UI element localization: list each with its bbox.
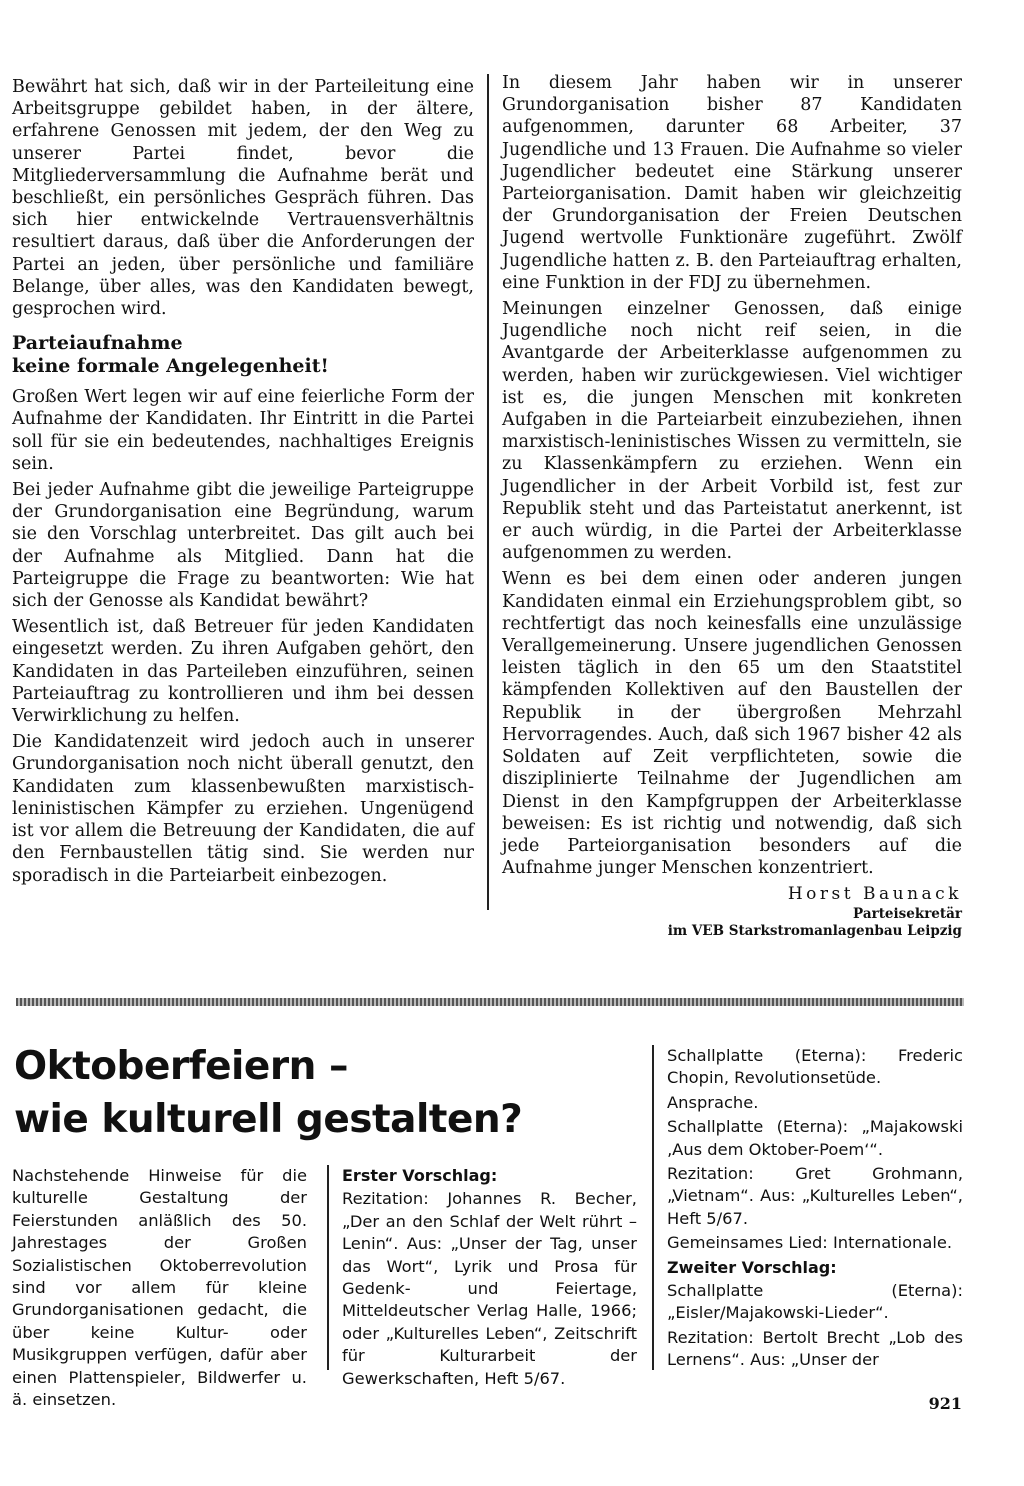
paragraph: Wesentlich ist, daß Betreuer für jeden Kandidaten eingesetzt werden. Zu ihren Aufgaben gehört, den Kandidaten in das Parteileben einzuführen, seinen Parteiauftrag zu kontrollieren und ihm bei dessen Verwirklichung zu helfen. — [12, 617, 474, 727]
paragraph: Meinungen einzelner Genossen, daß einige Jugendliche noch nicht reif seien, in die Avantgarde der Arbeiterklasse aufgenommen zu werden, haben wir zurückgewiesen. Viel wichtiger ist es, die jungen Menschen mit konkreten Aufgaben in die Parteiarbeit einzubeziehen, ihnen marxistisch-leninistisches Wissen zu vermitteln, sie zu Klassenkämpfern zu erziehen. Wenn ein Jugendlicher in der Arbeit Vorbild ist, fest zur Republik steht und das Parteistatut anerkennt, ist er auch würdig, in die Partei der Arbeiterklasse aufgenommen zu werden. — [502, 299, 962, 564]
subheading-line-2: keine formale Angelegenheit! — [12, 355, 329, 378]
program-column — [667, 1045, 963, 1374]
column-divider — [487, 74, 489, 910]
program-item: Schallplatte (Eterna): Frederic Chopin, Revolutionsetüde. — [667, 1046, 963, 1088]
author-name: Horst Baunack — [787, 884, 962, 905]
article-headline — [14, 1040, 634, 1146]
first-proposal-heading: Erster Vorschlag: — [342, 1166, 498, 1185]
intro-column — [12, 1165, 307, 1413]
program-item: Gemeinsames Lied: Internationale. — [667, 1233, 953, 1253]
article-right-column — [502, 72, 962, 940]
program-item: Schallplatte (Eterna): „Majakowski ‚Aus dem Oktober-Poem‘“. — [667, 1117, 963, 1159]
program-item: Rezitation: Bertolt Brecht „Lob des Lernens“. Aus: „Unser der — [667, 1327, 963, 1370]
first-proposal-text: Rezitation: Johannes R. Becher, „Der an den Schlaf der Welt rührt – Lenin“. Aus: „Unser der Tag, unser das Wort“, Lyrik und Prosa für Gedenk- und Feiertage, Mitteldeutscher Verlag Halle, 1966; oder „Kulturelles Leben“, Zeitschrift für Kulturarbeit der Gewerkschaften, Heft 5/67. — [342, 1189, 637, 1388]
program-item: Schallplatte (Eterna): „Eisler/Majakowski-Lieder“. — [667, 1281, 963, 1323]
program-item: Ansprache. — [667, 1092, 759, 1112]
second-proposal-heading: Zweiter Vorschlag: — [667, 1257, 837, 1277]
paragraph: Bei jeder Aufnahme gibt die jeweilige Parteigruppe der Grundorganisation eine Begründung, warum sie den Vorschlag unterbreitet. Das gilt auch bei der Aufnahme als Mitglied. Dann hat die Parteigruppe die Frage zu beantworten: Wie hat sich der Genosse als Kandidat bewährt? — [12, 480, 474, 612]
paragraph: In diesem Jahr haben wir in unserer Grundorganisation bisher 87 Kandidaten aufgenommen, darunter 68 Arbeiter, 37 Jugendliche und 13 Frauen. Die Aufnahme so vieler Jugendlicher bedeutet eine Stärkung unserer Parteiorganisation. Damit haben wir gleichzeitig der Grundorganisation der Freien Deutschen Jugend wertvolle Funktionäre zugeführt. Zwölf Jugendliche hatten z. B. den Parteiauftrag erhalten, eine Funktion in der FDJ zu übernehmen. — [502, 73, 962, 293]
author-role: Parteisekretär — [853, 905, 962, 922]
section-divider-bar — [16, 998, 964, 1006]
paragraph: Die Kandidatenzeit wird jedoch auch in unserer Grundorganisation noch nicht überall genutzt, den Kandidaten zum klassenbewußten marxistisch-leninistischen Kämpfer zu erziehen. Ungenügend ist vor allem die Betreuung der Kandidaten, die auf den Fernbaustellen tätig sind. Sie werden nur sporadisch in die Parteiarbeit einbezogen. — [12, 732, 474, 886]
headline-line-2: wie kulturell gestalten? — [14, 1097, 523, 1142]
program-item: Rezitation: Gret Grohmann, „Vietnam“. Aus: „Kulturelles Leben“, Heft 5/67. — [667, 1164, 963, 1228]
subheading — [12, 332, 474, 378]
column-divider — [327, 1165, 329, 1370]
intro-text: Nachstehende Hinweise für die kulturelle Gestaltung der Feierstunden anläßlich des 50. Jahrestages der Großen Sozialistischen Oktoberrevolution sind vor allem für kleine Grundorganisationen gedacht, die über keine Kultur- oder Musikgruppen verfügen, dafür aber einen Plattenspieler, Bildwerfer u. ä. einsetzen. — [12, 1166, 307, 1410]
paragraph: Großen Wert legen wir auf eine feierliche Form der Aufnahme der Kandidaten. Ihr Eintritt in die Partei soll für sie ein bedeutendes, nachhaltiges Ereignis sein. — [12, 387, 474, 474]
signature-block — [502, 883, 962, 939]
subheading-line-1: Parteiaufnahme — [12, 332, 183, 355]
page-number: 921 — [928, 1394, 962, 1413]
paragraph: Bewährt hat sich, daß wir in der Parteileitung eine Arbeitsgruppe gebildet haben, in der ältere, erfahrene Genossen mit jedem, der den Weg zu unserer Partei findet, bevor die Mitgliederversammlung die Aufnahme berät und beschließt, ein persönliches Gespräch führen. Das sich hier entwickelnde Vertrauensverhältnis resultiert daraus, daß über die Anforderungen der Partei an jeden, über persönliche und familiäre Belange, über alles, was den Kandidaten bewegt, gesprochen wird. — [12, 77, 474, 320]
author-organization: im VEB Starkstromanlagenbau Leipzig — [667, 922, 962, 939]
article-left-column — [12, 76, 474, 891]
paragraph: Wenn es bei dem einen oder anderen jungen Kandidaten einmal ein Erziehungsproblem gibt, so rechtfertigt das noch keinesfalls eine unzulässige Verallgemeinerung. Unsere jugendlichen Genossen leisten täglich in den 65 um den Staatstitel kämpfenden Kollektiven auf den Baustellen der Republik in der übergroßen Mehrzahl Hervorragendes. Auch, daß sich 1967 bisher 42 als Soldaten auf Zeit verpflichteten, sowie die disziplinierte Teilnahme der Jugendlichen am Dienst in den Kampfgruppen der Arbeiterklasse beweisen: Es ist richtig und notwendig, daß sich jede Parteiorganisation besonders auf die Aufnahme junger Menschen konzentriert. — [502, 569, 962, 879]
headline-line-1: Oktoberfeiern – — [14, 1044, 348, 1089]
first-proposal-column — [342, 1165, 637, 1392]
column-divider — [652, 1045, 654, 1370]
